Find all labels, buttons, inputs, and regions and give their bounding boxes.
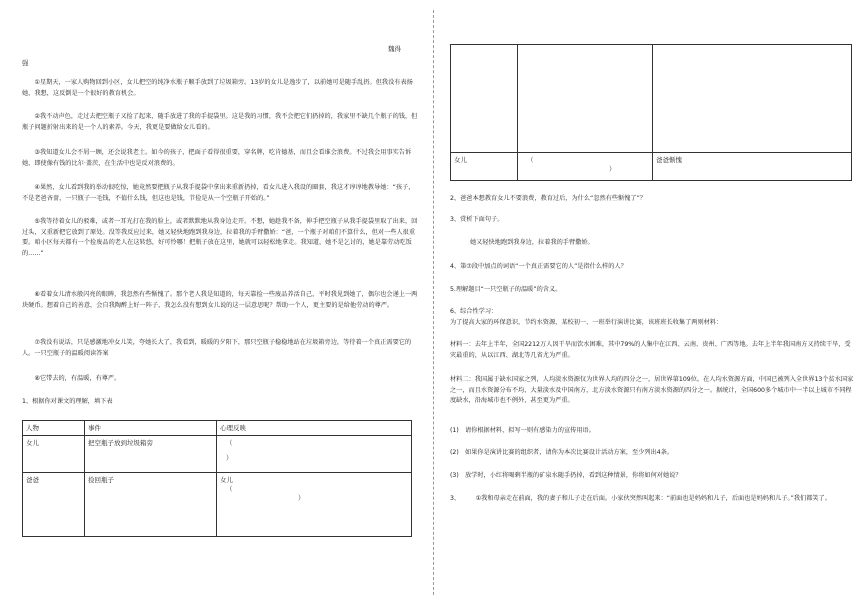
- sub-question-2: (2) 如果你是演讲比赛的组织者，请你为本次比赛设计活动方案，至少列出4条。: [450, 449, 674, 456]
- table-header-event: 事件: [85, 421, 217, 436]
- question-4: 4、第⑦段中加点的词语“一个真正需要它的人”是指什么样的人？: [450, 263, 627, 270]
- question-2: 2、爸爸本想教育女儿不要浪费，教育过后，为什么“忽然有些惭愧了”？: [450, 195, 646, 202]
- material-1: 材料一：去年上半年，全国2212万人因干旱而饮水困难，其中79%的人集中在江西、云南、贵州、广西等地。去年上半年我国南方又持续干旱，受灾最重的，从以江西、湖北等几省尤为严重。: [450, 341, 851, 359]
- answer-table: [22, 420, 412, 537]
- page-divider: [433, 10, 434, 595]
- sub-question-1: (1) 请你根据材料，拟写一则有感染力的宣传用语。: [450, 427, 595, 434]
- table-cell[interactable]: （ ）: [518, 153, 653, 181]
- question-3-sentence: 她又轻快地跑到我身边，拉着我的手臂撒娇。: [470, 239, 594, 246]
- paragraph-5: ⑤我等待着女儿的驳难，或者一耳光打在我的脸上，或者默默地从我身边走开。不想，她趁我不备，伸手把空瓶子从我手提袋里取了出来，回过头，又重新把它放到了原处。没等我反应过来，她又轻快地跑到我身边，拉着我的手臂撒娇：“爸，一个瓶子对咱们不算什么，但对一些人很重要。咱小区每天都有一个捡废品的老人在这转悠，好可怜哪！把瓶子放在这里，她就可以轻松地拿走。我知道，她不是乞讨的，她是靠劳动吃饭的……”: [22, 218, 418, 257]
- table-cell: 女儿: [23, 436, 85, 473]
- table-cell: 女儿: [451, 153, 518, 181]
- question-1: 1、根据你对课文的理解，填下表: [22, 398, 113, 405]
- header-sub: 强: [22, 59, 29, 67]
- continued-table: [450, 44, 852, 181]
- paragraph-3: ③我知道女儿会不屑一顾，还会说我老土。如今的孩子，把面子看得很重要，穿名牌，吃肯德基，而且会看谁会浪费。不过我会用事实告诉她，即使像有钱的比尔·盖茨，在生活中也是反对浪费的。: [22, 149, 412, 167]
- question-3: 3、赏析下面句子。: [450, 216, 504, 223]
- paragraph-8: ⑧它带去的，有温暖，有尊严。: [34, 375, 121, 382]
- material-2: 材料二：我国属于缺水国家之列，人均淡水资源仅为世界人均的四分之一，居世界第109位。在人均水资源方面，中国已被列入全世界13个贫水国家之一，而且水资源分布不均，大量淡水及中国南方，北方淡水资源只有南方淡水资源的四分之一。据统计，全国600多个城市中一半以上城市不同程度缺水，沿海城市也不例外，甚至更为严重。: [450, 376, 854, 404]
- question-6-intro: 为了提高大家的环保意识，节约水资源，某校初一、一班举行演讲比赛，该班班长收集了两则材料：: [450, 319, 723, 326]
- sub-question-3: (3) 放学时，小红将喝剩半瓶的矿泉水随手扔掉，看到这种情景，你将如何对她说？: [450, 472, 682, 479]
- paragraph-6: ⑥看着女儿清水般闪亮的眼眸，我忽然有些惭愧了。那个老人我是知道的，每天靠捡一些废品养活自己，平时我见到她了，偶尔也会递上一两块硬币。想着自己的善意，会自我陶醉上好一阵子，我怎么没有想到女儿说的这一层意思呢？帮助一个人，更主要的是给他劳动的尊严。: [22, 291, 418, 309]
- question-3b: 3、 ①我和母亲走在前面，我的妻子和儿子走在后面。小家伙突然叫起来：“前面也是妈妈和儿子，后面也是妈妈和儿子。”我们都笑了。: [450, 495, 831, 502]
- paragraph-2: ②我不动声色，走过去把空瓶子又捡了起来，随手放进了我的手提袋里。这是我的习惯，我不会把它们扔掉的，我家里不缺几个瓶子的钱，但瓶子问题折射出来的是一个人的素养。今天，我更是要做给女儿看的。: [22, 113, 418, 131]
- paragraph-1: ①星期天，一家人购物回到小区，女儿把空的纯净水瓶子顺手放到了垃圾箱旁。13岁的女儿是逸步了，以前她可是随手乱扔。但我没有表扬她，我想，这反倒是一个很好的教育机会。: [22, 79, 413, 97]
- table-cell: 爸爸: [23, 473, 85, 537]
- table-header-feeling: 心理反映: [217, 421, 412, 436]
- paragraph-4: ④果然，女儿看到我的举动很吃惊，她竟然要把瓶子从我手提袋中拿出来重新扔掉，看女儿进入我设的圈套，我这才谆谆地教导她：“孩子，不是老爸吝啬，一只瓶子一毛钱，不值什么钱，但这也是钱，节俭是从一个空瓶子开始的。”: [22, 184, 415, 202]
- paragraph-7: ⑦我没有说话，只是感激地冲女儿笑，夸她长大了，我看到，暖暖的夕阳下，那只空瓶子稳稳地站在垃圾箱旁边，等待着一个真正需要它的人。一只空瓶子的温暖阅读答案: [22, 339, 412, 357]
- table-cell[interactable]: 女儿 （ ）: [217, 473, 412, 537]
- header-title: 魏得: [388, 45, 401, 53]
- table-header-person: 人物: [23, 421, 85, 436]
- question-6-title: 6、综合性学习：: [450, 308, 498, 315]
- right-page: [440, 0, 860, 595]
- table-cell: 把空瓶子放到垃圾箱旁: [85, 436, 217, 473]
- question-5: 5.理解题目“一只空瓶子的温暖”的含义。: [450, 286, 562, 293]
- table-cell: 捡回瓶子: [85, 473, 217, 537]
- table-cell: 爸爸惭愧: [653, 153, 852, 181]
- table-cell[interactable]: （ ）: [217, 436, 412, 473]
